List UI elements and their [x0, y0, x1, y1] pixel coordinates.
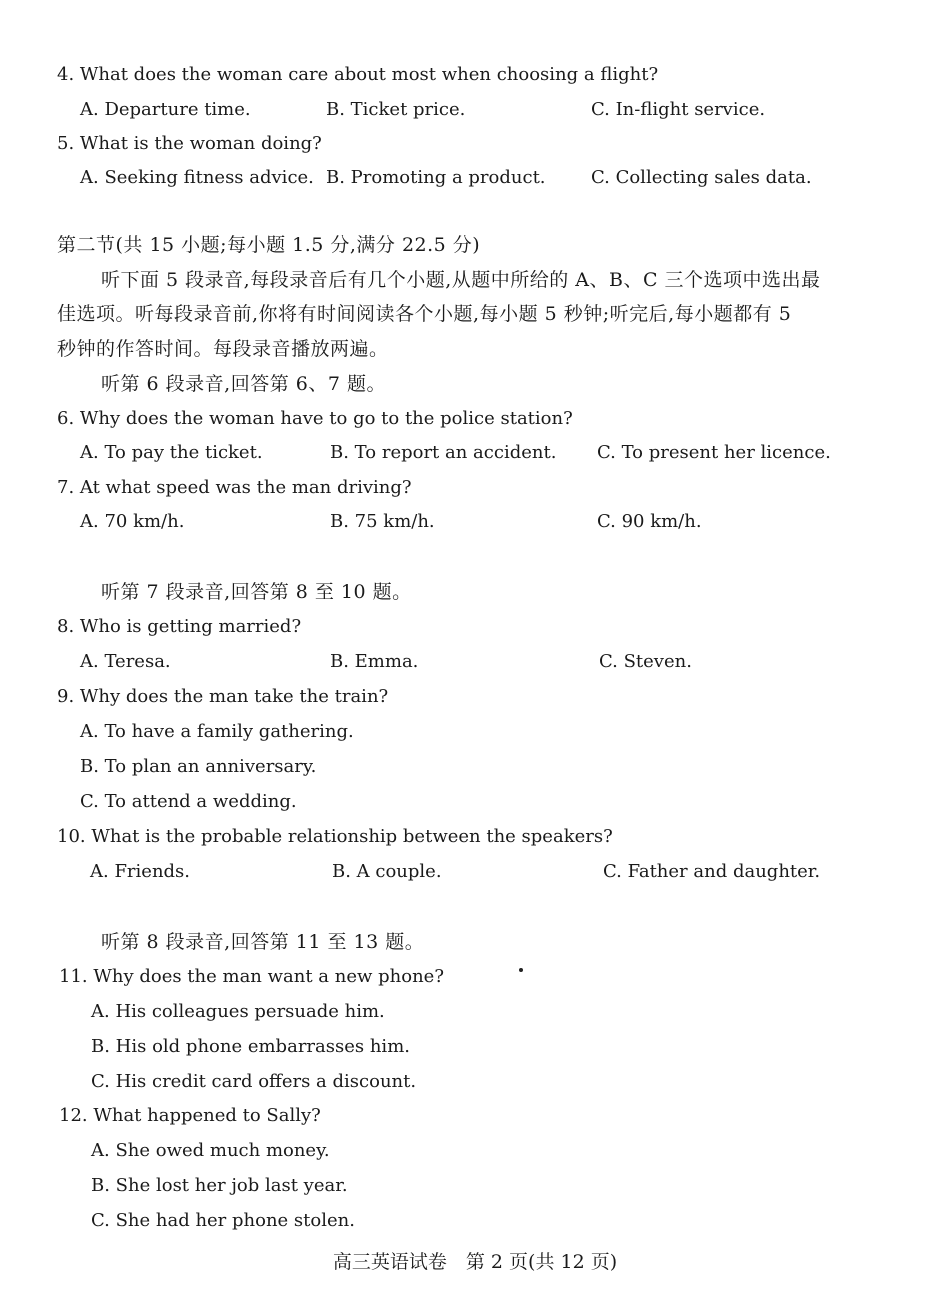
question-7-stem: 7. At what speed was the man driving?: [57, 477, 412, 498]
section-2-instruction-line-1: 听下面 5 段录音,每段录音后有几个小题,从题中所给的 A、B、C 三个选项中选出最: [101, 269, 821, 291]
question-12-option-c: C. She had her phone stolen.: [91, 1210, 355, 1231]
question-6-option-c: C. To present her licence.: [597, 442, 831, 463]
question-9-option-a: A. To have a family gathering.: [80, 721, 354, 742]
question-9-stem: 9. Why does the man take the train?: [57, 686, 389, 707]
question-4-option-b: B. Ticket price.: [326, 99, 466, 120]
stray-dot-mark: [519, 968, 523, 972]
audio-6-header: 听第 6 段录音,回答第 6、7 题。: [101, 373, 386, 395]
section-2-heading: 第二节(共 15 小题;每小题 1.5 分,满分 22.5 分): [57, 234, 481, 256]
question-8-option-b: B. Emma.: [330, 651, 419, 672]
question-5-option-a: A. Seeking fitness advice.: [80, 167, 314, 188]
question-11-option-a: A. His colleagues persuade him.: [91, 1001, 385, 1022]
question-7-option-b: B. 75 km/h.: [330, 511, 435, 532]
question-8-option-c: C. Steven.: [599, 651, 692, 672]
question-9-option-c: C. To attend a wedding.: [80, 791, 297, 812]
audio-8-header: 听第 8 段录音,回答第 11 至 13 题。: [101, 931, 425, 953]
question-9-option-b: B. To plan an anniversary.: [80, 756, 317, 777]
question-5-option-b: B. Promoting a product.: [326, 167, 546, 188]
audio-7-header: 听第 7 段录音,回答第 8 至 10 题。: [101, 581, 412, 603]
question-4-option-c: C. In-flight service.: [591, 99, 766, 120]
question-10-option-a: A. Friends.: [90, 861, 191, 882]
question-6-option-a: A. To pay the ticket.: [80, 442, 263, 463]
page-footer: 高三英语试卷 第 2 页(共 12 页): [332, 1251, 618, 1273]
question-12-option-b: B. She lost her job last year.: [91, 1175, 348, 1196]
question-11-option-c: C. His credit card offers a discount.: [91, 1071, 417, 1092]
question-6-option-b: B. To report an accident.: [330, 442, 557, 463]
question-5-stem: 5. What is the woman doing?: [57, 133, 322, 154]
question-5-option-c: C. Collecting sales data.: [591, 167, 812, 188]
question-11-option-b: B. His old phone embarrasses him.: [91, 1036, 410, 1057]
question-10-option-b: B. A couple.: [332, 861, 442, 882]
question-12-option-a: A. She owed much money.: [91, 1140, 330, 1161]
question-6-stem: 6. Why does the woman have to go to the police station?: [57, 408, 573, 429]
question-4-option-a: A. Departure time.: [80, 99, 251, 120]
question-8-stem: 8. Who is getting married?: [57, 616, 302, 637]
question-8-option-a: A. Teresa.: [80, 651, 171, 672]
section-2-instruction-line-3: 秒钟的作答时间。每段录音播放两遍。: [57, 338, 389, 360]
question-4-stem: 4. What does the woman care about most when choosing a flight?: [57, 64, 659, 85]
question-10-option-c: C. Father and daughter.: [603, 861, 821, 882]
question-10-stem: 10. What is the probable relationship between the speakers?: [57, 826, 613, 847]
question-12-stem: 12. What happened to Sally?: [59, 1105, 321, 1126]
section-2-instruction-line-2: 佳选项。听每段录音前,你将有时间阅读各个小题,每小题 5 秒钟;听完后,每小题都有 5: [57, 303, 792, 325]
question-7-option-c: C. 90 km/h.: [597, 511, 702, 532]
question-11-stem: 11. Why does the man want a new phone?: [59, 966, 444, 987]
question-7-option-a: A. 70 km/h.: [80, 511, 185, 532]
